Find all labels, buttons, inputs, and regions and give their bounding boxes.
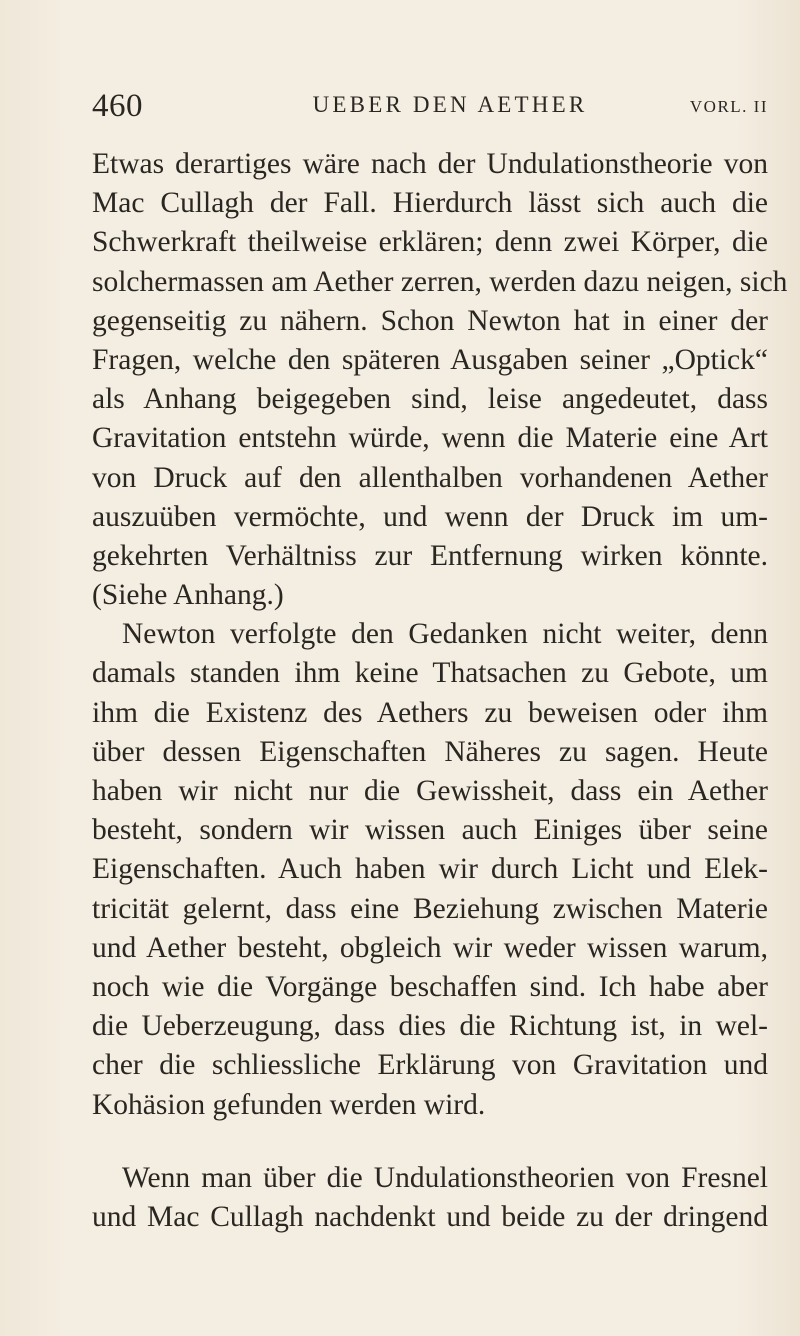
text-line: auszuüben vermöchte, und wenn der Druck im um- <box>92 500 768 533</box>
text-line: noch wie die Vorgänge beschaffen sind. Ich habe aber <box>92 970 768 1003</box>
text-line: Eigenschaften. Auch haben wir durch Licht und Elek- <box>92 853 768 886</box>
text-line: Etwas derartiges wäre nach der Undulationstheorie von <box>92 148 768 180</box>
running-title: UEBER DEN AETHER <box>312 92 588 117</box>
paragraph-3 <box>92 1159 768 1237</box>
text-line: und Aether besteht, obgleich wir weder wissen warum, <box>92 931 768 964</box>
text-line: Wenn man über die Undulationstheorien von Fresnel <box>122 1161 768 1194</box>
paragraph-2 <box>92 615 768 1124</box>
text-line: Fragen, welche den späteren Ausgaben seiner „Optick“ <box>92 343 768 376</box>
text-line: als Anhang beigegeben sind, leise angedeutet, dass <box>92 383 768 416</box>
text-line: Kohäsion gefunden werden wird. <box>92 1088 486 1121</box>
text-line: Newton verfolgte den Gedanken nicht weiter, denn <box>122 618 768 651</box>
page-number: 460 <box>92 88 143 124</box>
text-line: gegenseitig zu nähern. Schon Newton hat in einer der <box>92 304 768 337</box>
text-line: gekehrten Verhältniss zur Entfernung wirken könnte. <box>92 539 768 572</box>
text-line: (Siehe Anhang.) <box>92 579 284 612</box>
text-line: cher die schliessliche Erklärung von Gravitation und <box>92 1049 768 1082</box>
text-line: über dessen Eigenschaften Näheres zu sagen. Heute <box>92 735 768 768</box>
running-head <box>92 86 768 122</box>
text-line: und Mac Cullagh nachdenkt und beide zu der dringend <box>92 1200 768 1233</box>
text-line: tricität gelernt, dass eine Beziehung zwischen Materie <box>92 892 768 925</box>
text-line: damals standen ihm keine Thatsachen zu Gebote, um <box>92 657 768 690</box>
text-line: solchermassen am Aether zerren, werden dazu neigen, sich <box>92 265 788 298</box>
text-line: besteht, sondern wir wissen auch Einiges über seine <box>92 814 768 847</box>
text-line: Gravitation entstehn würde, wenn die Materie eine Art <box>92 422 768 455</box>
text-line: von Druck auf den allenthalben vorhandenen Aether <box>92 461 768 494</box>
paragraph-1 <box>92 145 788 615</box>
paragraph-gap <box>92 1125 768 1159</box>
text-line: die Ueberzeugung, dass dies die Richtung ist, in wel- <box>92 1010 768 1043</box>
text-line: haben wir nicht nur die Gewissheit, dass ein Aether <box>92 775 768 807</box>
text-line: Mac Cullagh der Fall. Hierdurch lässt sich auch die <box>92 187 768 220</box>
body-text <box>92 145 788 1237</box>
text-line: Schwerkraft theilweise erklären; denn zwei Körper, die <box>92 226 768 259</box>
chapter-reference: VORL. II <box>689 97 768 116</box>
text-line: ihm die Existenz des Aethers zu beweisen oder ihm <box>92 696 768 729</box>
